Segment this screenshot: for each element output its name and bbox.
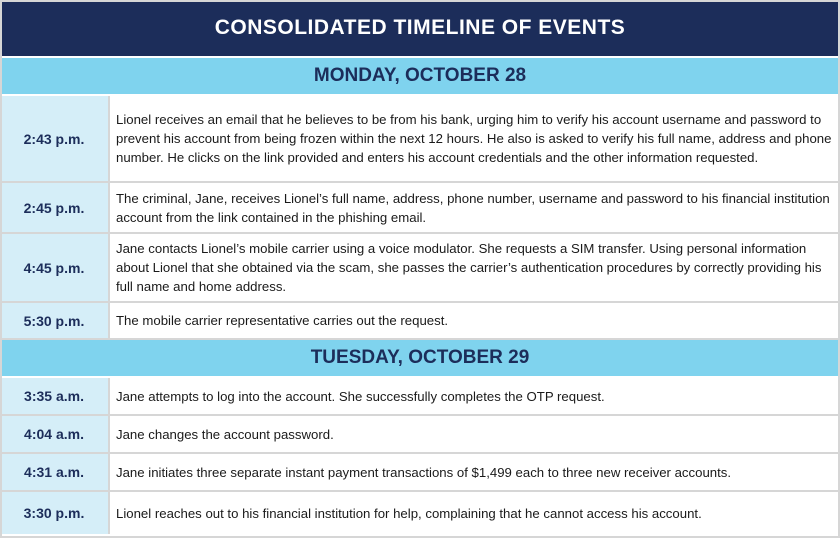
event-time: 3:30 p.m.: [0, 492, 110, 534]
event-description: The criminal, Jane, receives Lionel’s full name, address, phone number, username and password to his financial institution account from the link contained in the phishing email.: [116, 190, 830, 225]
day-header-tuesday: TUESDAY, OCTOBER 29: [0, 340, 840, 378]
day-header-monday: MONDAY, OCTOBER 28: [0, 58, 840, 96]
event-time: 4:45 p.m.: [0, 234, 110, 301]
event-description: Jane changes the account password.: [116, 426, 334, 442]
table-row: [0, 454, 840, 492]
table-row: [0, 183, 840, 234]
event-description: Jane contacts Lionel’s mobile carrier using a voice modulator. She requests a SIM transfer. Using personal information about Lionel that she obtained via the scam, she passes the carrier’s authentication procedures by correctly providing his full name and home address.: [116, 241, 822, 294]
page-title: CONSOLIDATED TIMELINE OF EVENTS: [0, 0, 840, 58]
event-description: Jane initiates three separate instant payment transactions of $1,499 each to three new receiver accounts.: [116, 464, 732, 480]
event-time: 4:04 a.m.: [0, 416, 110, 452]
table-row: [0, 96, 840, 183]
event-time: 5:30 p.m.: [0, 303, 110, 338]
table-row: [0, 378, 840, 416]
event-time: 2:43 p.m.: [0, 96, 110, 181]
table-row: [0, 234, 840, 303]
event-time: 2:45 p.m.: [0, 183, 110, 232]
event-time: 4:31 a.m.: [0, 454, 110, 490]
event-description: Lionel reaches out to his financial institution for help, complaining that he cannot access his account.: [116, 505, 702, 521]
table-row: [0, 492, 840, 534]
event-time: 3:35 a.m.: [0, 378, 110, 414]
event-description: Lionel receives an email that he believes to be from his bank, urging him to verify his account username and password to prevent his account from being frozen within the next 12 hours. He also is asked to verify his full name, address and phone number. He clicks on the link provided and enters his account credentials and the other information requested.: [116, 112, 832, 165]
table-row: [0, 303, 840, 340]
table-row: [0, 416, 840, 454]
event-description: Jane attempts to log into the account. She successfully completes the OTP request.: [116, 388, 605, 404]
event-description: The mobile carrier representative carries out the request.: [116, 313, 449, 328]
